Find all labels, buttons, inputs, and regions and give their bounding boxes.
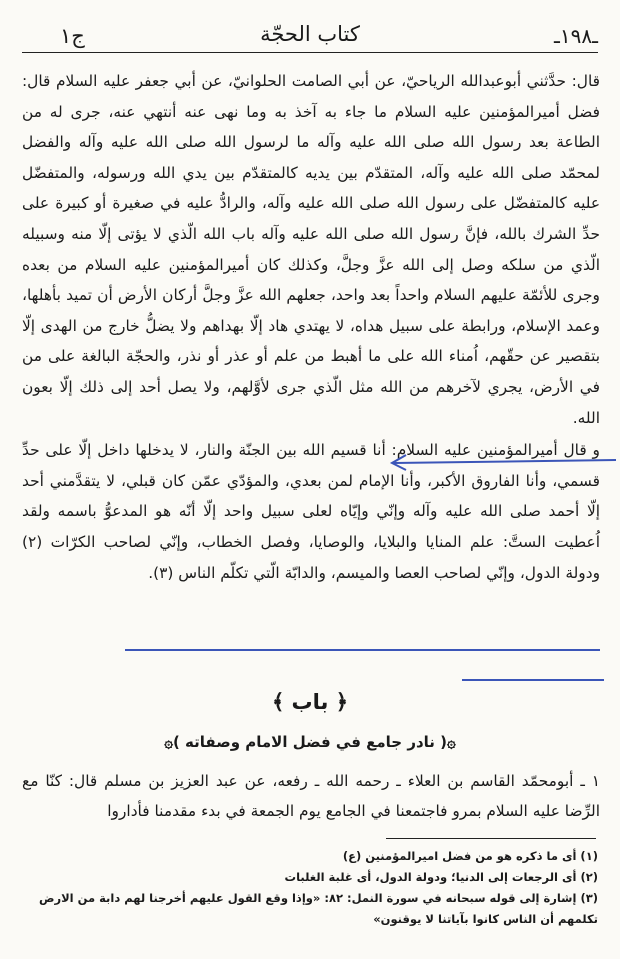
pen-underline [462, 679, 604, 681]
bab-heading: ﴿ باب ﴾ [271, 690, 349, 714]
page-header [22, 10, 598, 50]
header-rule [22, 52, 598, 53]
paragraph-2: و قال أميرالمؤمنين عليه السلام: أنا قسيم الله بين الجنّة والنار، لا يدخلها داخل إلّا على حدِّ قسمي، وأنا الفاروق الأكبر، وأنا الإمام لمن بعدي، والمؤدّي عمّن كان قبلي، لا يتقدَّمني أحد إلّا أحمد صلى الله عليه وآله وإنّي وإيّاه لعلى سبيل واحد إلّا أنّه هو المدعوُّ باسمه ولقد اُعطيت الستَّ: علم المنايا والبلايا، والوصايا، وفصل الخطاب، وإنّي لصاحب الكرّات (٢) ودولة الدول، وإنّي لصاحب العصا والميسم، والدابّة الّتي تكلّم الناس (٣). [22, 441, 600, 582]
footnote-rule [386, 838, 596, 839]
chapter-title: ۞( نادر جامع في فضل الامام وصفاته )۞ [164, 733, 456, 751]
pen-arrow-annotation [380, 445, 620, 475]
page-number: ـ١٩٨ـ [554, 24, 598, 48]
main-text [22, 66, 600, 588]
footnote-2: (٢) أى الرجعات إلى الدنيا؛ ودولة الدول، أى غلبة الغلبات [284, 870, 598, 884]
hadith-text: ١ ـ أبومحمّد القاسم بن العلاء ـ رحمه الله ـ رفعه، عن عبد العزيز بن مسلم قال: كنّا مع الرِّضا عليه السلام بمرو فاجتمعنا في الجامع يوم الجمعة في بدء مقدمنا فأداروا [22, 772, 600, 820]
footnotes [24, 846, 598, 930]
footnote-1: (١) أى ما ذكره هو من فضل اميرالمؤمنين (ع) [342, 849, 598, 863]
volume-label: ج۱ [60, 24, 85, 48]
paragraph-1: قال: حدَّثني أبوعبدالله الرياحيّ، عن أبي الصامت الحلوانيّ، عن أبي جعفر عليه السلام قال: فضل أميرالمؤمنين عليه السلام ما جاء به آخذ به وما نهى عنه أنتهي عنه، جرى له من الطاعة بعد رسول الله صلى الله عليه وآله ما لرسول الله صلى الله عليه وآله والفضل لمحمّد صلى الله عليه وآله، المتقدّم بين يديه كالمتقدّم بين يدي الله ورسوله، والمتفضّل عليه كالمتفضّل على رسول الله صلى الله عليه وآله، والرادُّ عليه في صغيرة أو كبيرة على حدِّ الشرك بالله، فإنَّ رسول الله صلى الله عليه وآله باب الله الّذي لا يؤتى إلّا منه وسبيله الّذي من سلكه وصل إلى الله عزَّ وجلَّ، وكذلك كان أميرالمؤمنين عليه السلام من بعده وجرى للأئمّة عليهم السلام واحداً بعد واحد، جعلهم الله عزَّ وجلَّ أركان الأرض أن تميد بأهلها، وعمد الإسلام، ورابطة على سبيل هداه، لا يهتدي هاد إلّا بهداهم ولا يضلُّ خارج من الهدى إلّا بتقصير عن حقّهم، اُمناء الله على ما أهبط من علم أو عذر أو نذر، والحجّة البالغة على من في الأرض، يجري لآخرهم من الله مثل الّذي جرى لأوَّلهم، ولا يصل أحد إلى ذلك إلّا بعون الله. [22, 72, 600, 427]
pen-underline [125, 649, 600, 651]
footnote-3: (٣) إشارة إلى قوله سبحانه في سورة النمل: ٨٢: «وإذا وقع القول عليهم أخرجنا لهم دابة من الارض تكلمهم أن الناس كانوا بآياتنا لا يوقنون» [39, 891, 598, 926]
book-title: كتاب الحجّة [260, 22, 360, 46]
